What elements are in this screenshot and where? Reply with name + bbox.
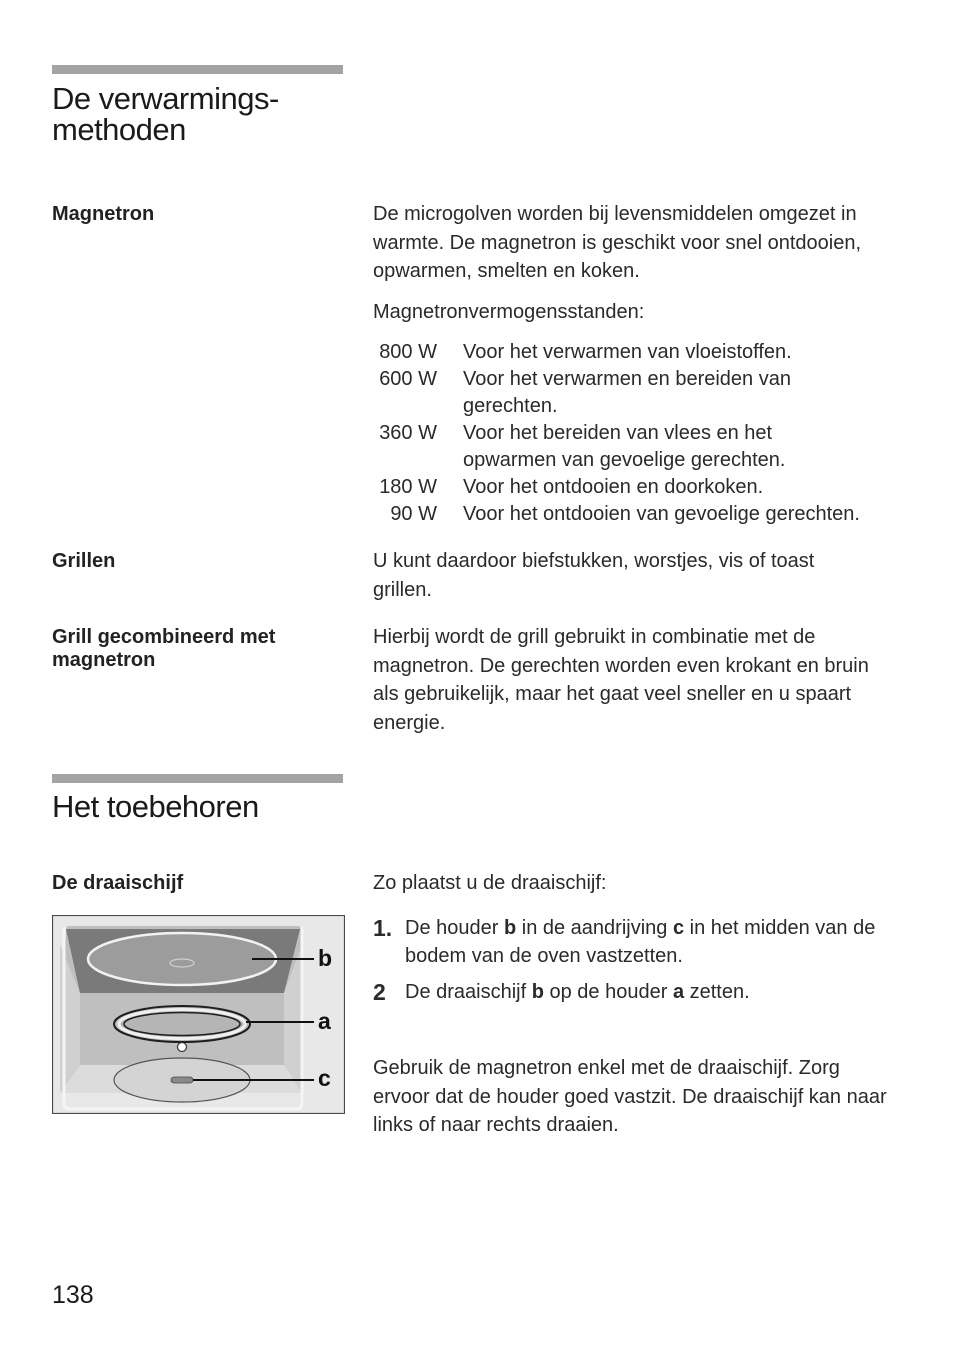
power-row: 600 W Voor het verwarmen en bereiden van gerechten. [379, 368, 791, 417]
power-table [373, 339, 908, 528]
section-rule [52, 774, 343, 783]
figure-label-c: c [318, 1065, 331, 1091]
figure-label-b: b [318, 945, 333, 971]
figure-label-a: a [318, 1008, 331, 1034]
power-row: 180 W Voor het ontdooien en doorkoken. [379, 476, 764, 498]
steps-list [373, 914, 913, 1014]
draaischijf-note: Gebruik de magnetron enkel met de draaischijf. Zorg ervoor dat de houder goed vastzit. De draaischijf kan naar links of naar rechts draaien. [373, 1057, 887, 1136]
power-heading: Magnetronvermogensstanden: [373, 301, 645, 323]
power-row: 90 W Voor het ontdooien van gevoelige gerechten. [390, 503, 860, 525]
label-magnetron: Magnetron [52, 203, 155, 225]
label-draaischijf: De draaischijf [52, 872, 184, 894]
power-row: 800 W Voor het verwarmen van vloeistoffen. [379, 341, 792, 363]
label-combi: Grill gecombineerd met magnetron [52, 626, 276, 671]
step-item: 1. De houder b in de aandrijving c in het midden van de bodem van de oven vastzetten. [373, 915, 876, 967]
section-rule [52, 65, 343, 74]
combi-text: Hierbij wordt de grill gebruikt in combinatie met de magnetron. De gerechten worden even krokant en bruin als gebruikelijk, maar het gaat veel sneller en u spaart energie. [373, 626, 869, 734]
page-number: 138 [52, 1281, 94, 1309]
turntable-illustration [52, 915, 345, 1114]
section-title: De verwarmings- methoden [52, 81, 279, 147]
drive-coupling-icon [171, 1077, 193, 1083]
magnetron-text: De microgolven worden bij levensmiddelen omgezet in warmte. De magnetron is geschikt voor snel ontdooien, opwarmen, smelten en koken. [373, 203, 862, 282]
draaischijf-intro: Zo plaatst u de draaischijf: [373, 872, 607, 894]
section-title: Het toebehoren [52, 789, 259, 824]
grillen-text: U kunt daardoor biefstukken, worstjes, vis of toast grillen. [373, 550, 815, 601]
roller-wheel [178, 1043, 187, 1052]
label-grillen: Grillen [52, 550, 116, 572]
step-item: 2 De draaischijf b op de houder a zetten. [373, 979, 750, 1005]
power-row: 360 W Voor het bereiden van vlees en het opwarmen van gevoelige gerechten. [379, 422, 786, 471]
